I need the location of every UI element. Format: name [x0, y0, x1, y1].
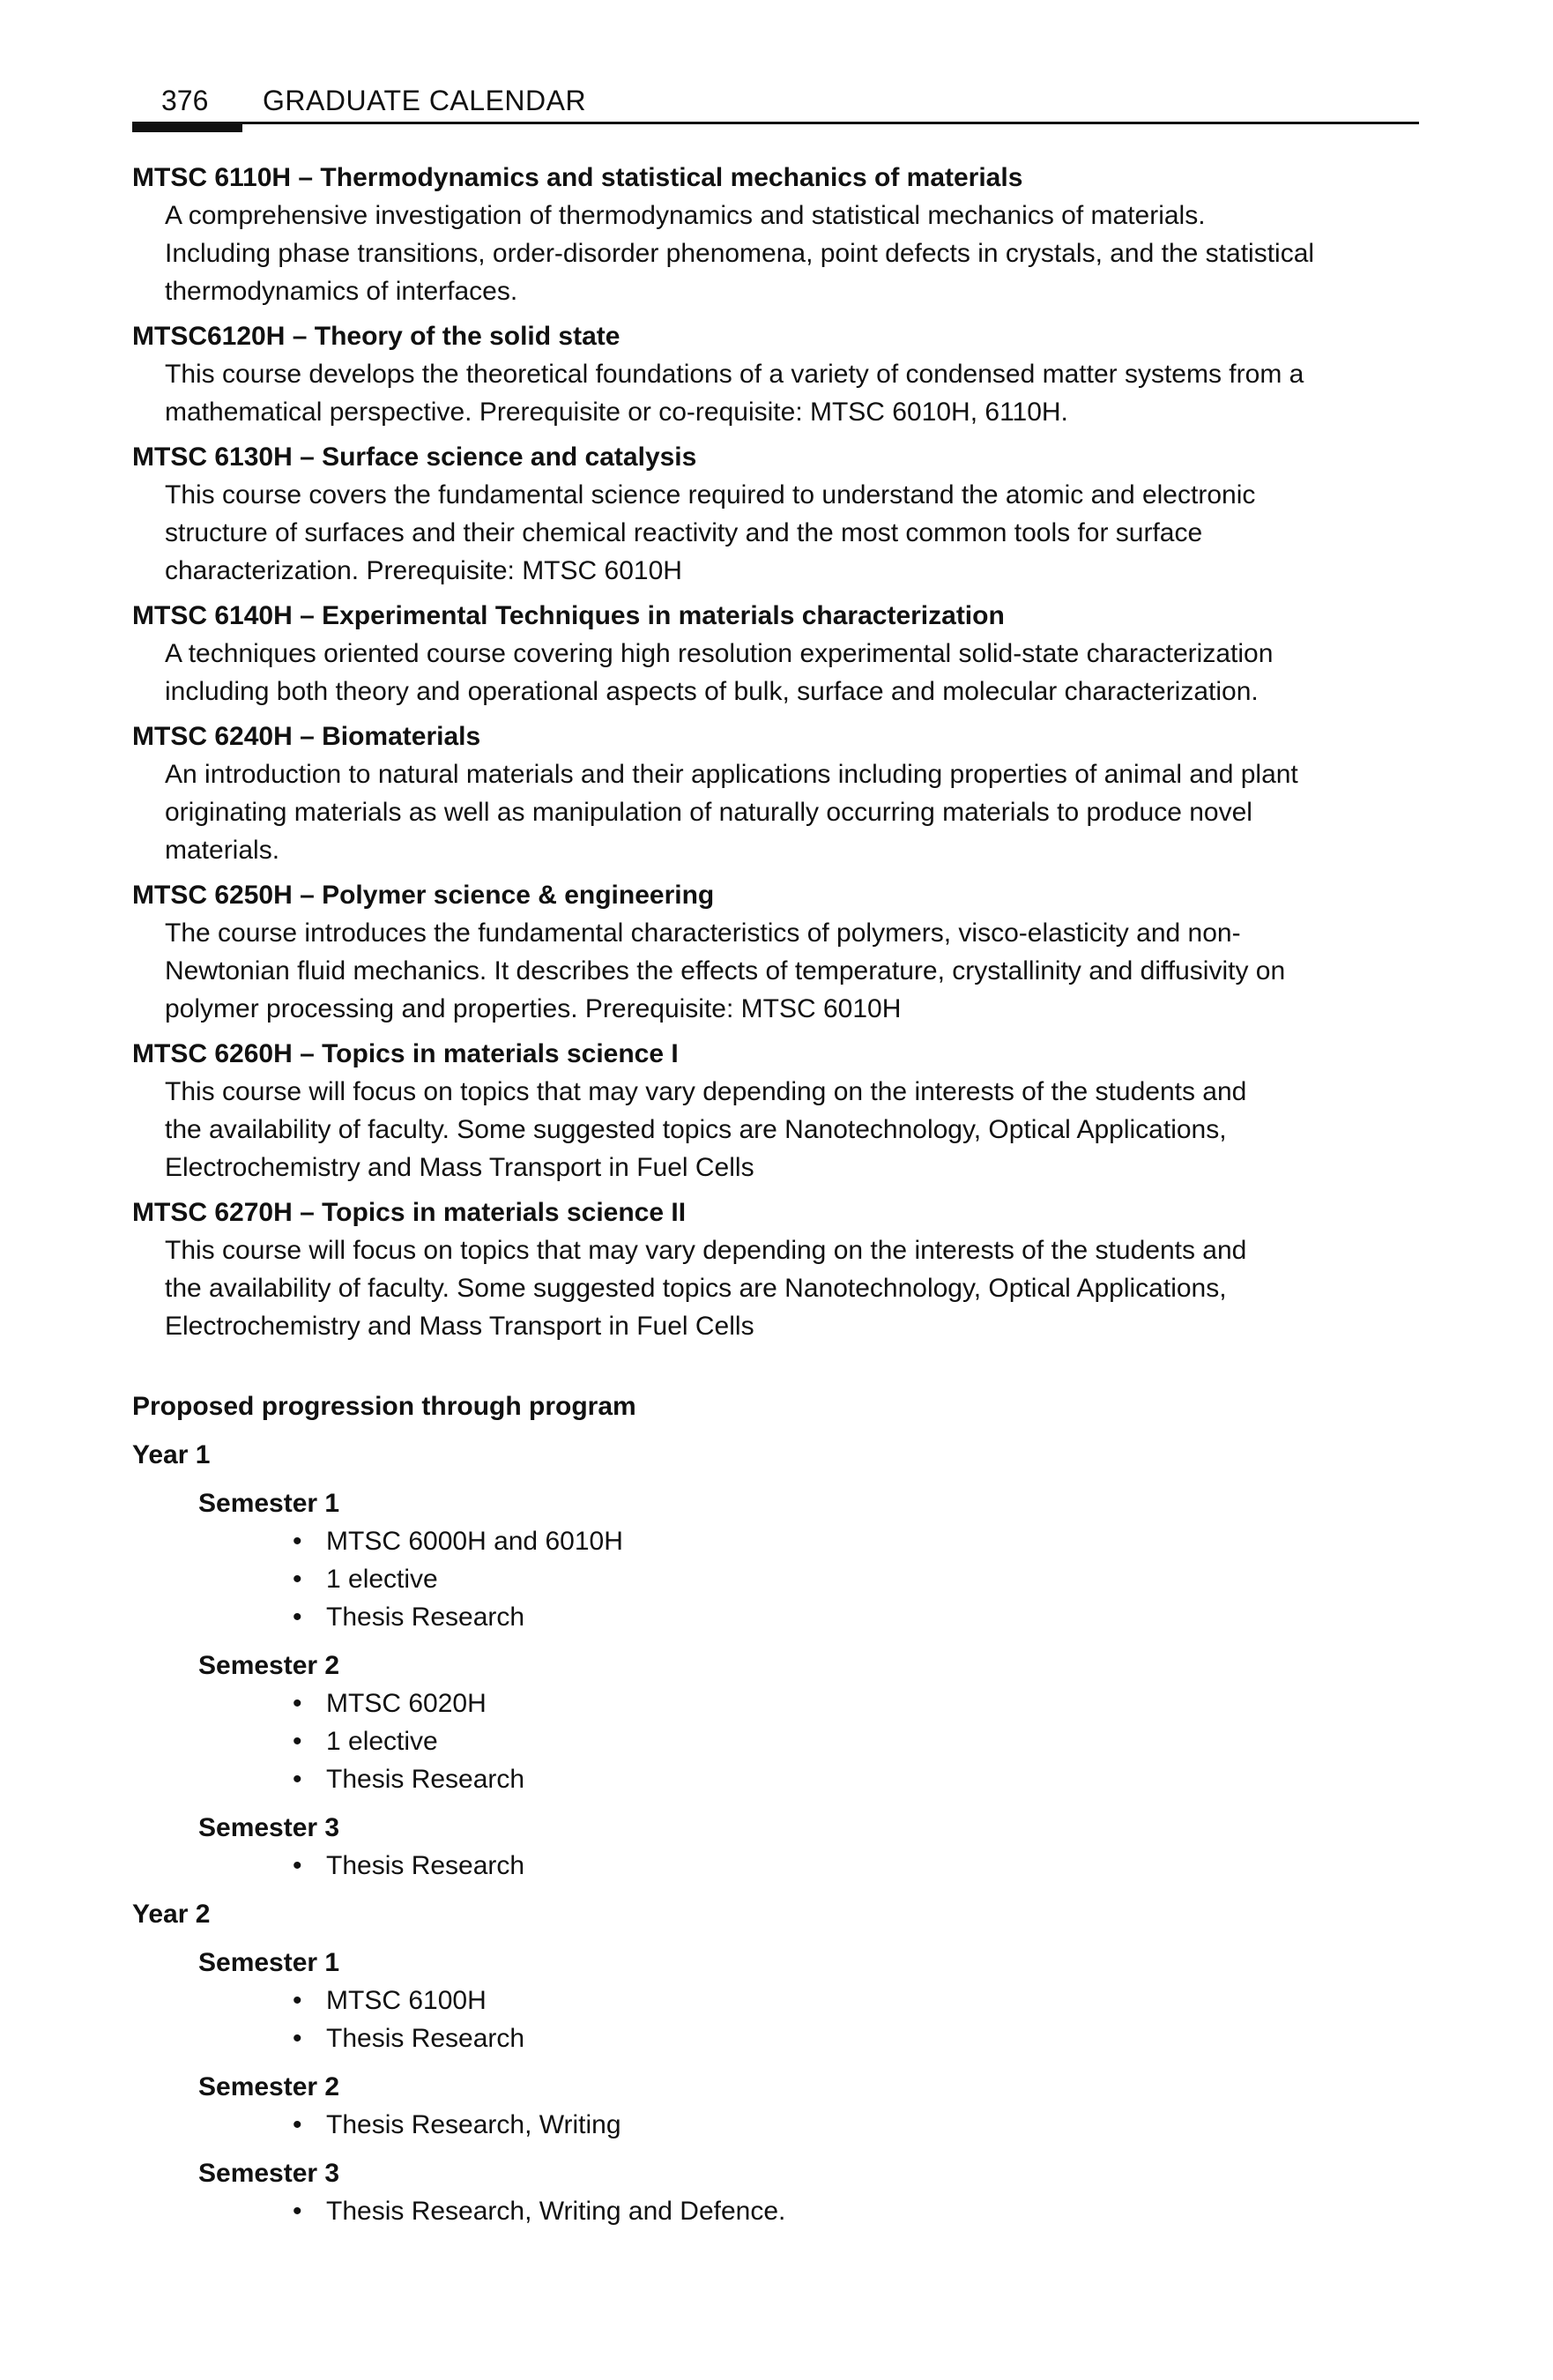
list-item: • Thesis Research [326, 1760, 1419, 1798]
year-heading: Year 1 [132, 1440, 211, 1469]
progression-heading: Proposed progression through program [132, 1392, 636, 1421]
description-line: Newtonian fluid mechanics. It describes the effects of temperature, crystallinity and diffusivity on [165, 956, 1286, 985]
description-line: This course will focus on topics that may vary depending on the interests of the students and [165, 1077, 1247, 1106]
list-item: • Thesis Research [326, 1598, 1419, 1636]
course-description [165, 1231, 1419, 1345]
description-line: Electrochemistry and Mass Transport in Fuel Cells [165, 1312, 754, 1341]
description-line: This course develops the theoretical foundations of a variety of condensed matter systems from a [165, 360, 1304, 389]
semester-block [198, 2068, 1419, 2144]
description-line: This course will focus on topics that may vary depending on the interests of the students and [165, 1236, 1247, 1265]
page-number: 376 [161, 85, 209, 116]
description-line: This course covers the fundamental science required to understand the atomic and electronic [165, 480, 1256, 509]
semester-items [198, 1982, 1419, 2057]
description-line: mathematical perspective. Prerequisite or co-requisite: MTSC 6010H, 6110H. [165, 398, 1068, 427]
course-description [165, 755, 1419, 869]
course-title: MTSC6120H – Theory of the solid state [132, 322, 620, 351]
course-entry [132, 317, 1419, 431]
semester-heading: Semester 3 [198, 1813, 340, 1842]
semester-block [198, 1944, 1419, 2057]
description-line: The course introduces the fundamental characteristics of polymers, visco-elasticity and non- [165, 919, 1241, 948]
course-entry [132, 597, 1419, 710]
list-item: • 1 elective [326, 1560, 1419, 1598]
semester-heading: Semester 2 [198, 1651, 340, 1680]
course-entry [132, 876, 1419, 1028]
course-title: MTSC 6250H – Polymer science & engineering [132, 881, 715, 910]
semester-items [198, 2106, 1419, 2144]
running-title: GRADUATE CALENDAR [263, 85, 587, 116]
course-description [165, 355, 1419, 431]
semester-items [198, 1847, 1419, 1885]
description-line: polymer processing and properties. Prerequisite: MTSC 6010H [165, 994, 902, 1023]
list-item: • MTSC 6020H [326, 1685, 1419, 1722]
course-entry [132, 1194, 1419, 1345]
description-line: the availability of faculty. Some suggested topics are Nanotechnology, Optical Applications, [165, 1115, 1227, 1144]
semester-items [198, 2192, 1419, 2230]
semester-heading: Semester 3 [198, 2159, 340, 2188]
description-line: materials. [165, 836, 280, 865]
description-line: originating materials as well as manipulation of naturally occurring materials to produce novel [165, 798, 1252, 827]
course-title: MTSC 6240H – Biomaterials [132, 722, 481, 751]
description-line: Electrochemistry and Mass Transport in Fuel Cells [165, 1153, 754, 1182]
semester-items [198, 1522, 1419, 1636]
course-title: MTSC 6270H – Topics in materials science II [132, 1198, 687, 1227]
semester-heading: Semester 1 [198, 1948, 340, 1977]
description-line: An introduction to natural materials and their applications including properties of animal and plant [165, 760, 1298, 789]
list-item: • Thesis Research [326, 2019, 1419, 2057]
description-line: A techniques oriented course covering high resolution experimental solid-state characterization [165, 639, 1274, 668]
year-block [132, 1436, 1419, 1885]
semester-items [198, 1685, 1419, 1798]
semester-block [198, 1484, 1419, 1636]
course-entry [132, 159, 1419, 310]
semester-heading: Semester 1 [198, 1489, 340, 1518]
year-heading: Year 2 [132, 1900, 211, 1929]
course-title: MTSC 6110H – Thermodynamics and statistical mechanics of materials [132, 163, 1023, 192]
description-line: Including phase transitions, order-disorder phenomena, point defects in crystals, and the statistical [165, 239, 1315, 268]
course-title: MTSC 6130H – Surface science and catalysis [132, 443, 697, 472]
semester-block [198, 1647, 1419, 1798]
course-description [165, 476, 1419, 590]
list-item: • MTSC 6000H and 6010H [326, 1522, 1419, 1560]
semester-block [198, 1809, 1419, 1885]
semester-block [198, 2154, 1419, 2230]
list-item: • 1 elective [326, 1722, 1419, 1760]
description-line: the availability of faculty. Some suggested topics are Nanotechnology, Optical Applications, [165, 1274, 1227, 1303]
course-description [165, 1073, 1419, 1186]
page-header [132, 82, 1419, 126]
course-entry [132, 438, 1419, 590]
program-progression [132, 1387, 1419, 2230]
list-item: • Thesis Research, Writing and Defence. [326, 2192, 1419, 2230]
course-description [165, 914, 1419, 1028]
course-entry [132, 718, 1419, 869]
list-item: • Thesis Research [326, 1847, 1419, 1885]
list-item: • Thesis Research, Writing [326, 2106, 1419, 2144]
list-item: • MTSC 6100H [326, 1982, 1419, 2019]
description-line: thermodynamics of interfaces. [165, 277, 518, 306]
description-line: A comprehensive investigation of thermodynamics and statistical mechanics of materials. [165, 201, 1206, 230]
description-line: structure of surfaces and their chemical reactivity and the most common tools for surface [165, 518, 1203, 547]
course-description [165, 197, 1419, 310]
header-rule [132, 122, 1419, 124]
year-block [132, 1895, 1419, 2230]
header-tab-marker [132, 122, 242, 132]
description-line: characterization. Prerequisite: MTSC 6010H [165, 556, 682, 585]
semester-heading: Semester 2 [198, 2072, 340, 2101]
course-title: MTSC 6260H – Topics in materials science I [132, 1039, 679, 1068]
course-entry [132, 1035, 1419, 1186]
description-line: including both theory and operational aspects of bulk, surface and molecular characterization. [165, 677, 1259, 706]
course-title: MTSC 6140H – Experimental Techniques in materials characterization [132, 601, 1005, 630]
course-description [165, 635, 1419, 710]
page-content [132, 159, 1419, 2241]
